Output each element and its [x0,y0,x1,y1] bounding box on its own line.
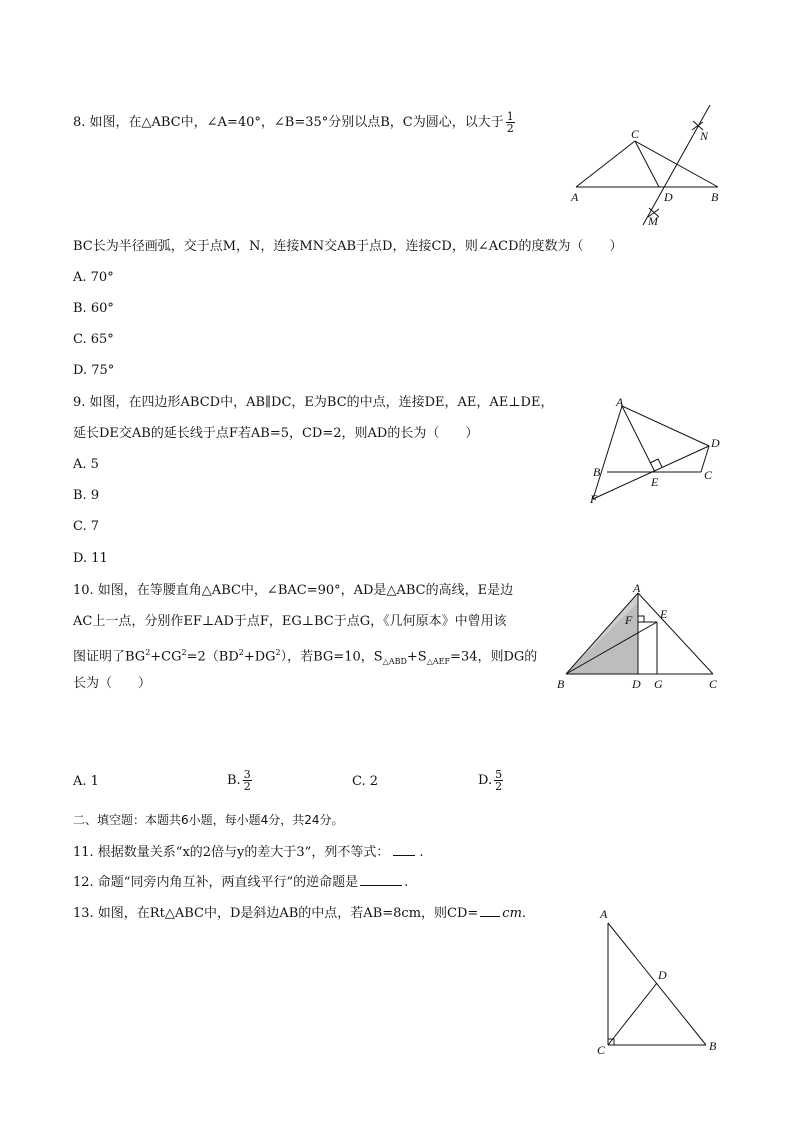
q8-line1 [73,111,517,134]
q11-answer-blank[interactable] [393,843,415,856]
q10-line3-part-d: +DG [243,649,276,665]
q10-option-c[interactable]: C. 2 [352,774,379,789]
q10-sub-aef: △AEF [426,656,451,666]
q10-option-d-den: 2 [495,780,503,793]
q10-sq-3: 2 [238,648,244,657]
q8-line1-text: 8. 如图，在△ABC中，∠A=40°，∠B=35°分别以点B，C为圆心，以大于 [73,115,504,130]
q10-sub-abd: △ABD [382,656,407,666]
q8-option-b[interactable]: B. 60° [73,301,114,316]
q8-label-b: B [711,190,719,204]
q11-text: 11. 根据数量关系“x的2倍与y的差大于3”，列不等式： [73,845,390,860]
q10-label-f: F [625,613,633,627]
q10-line3-part-b: +CG [150,649,182,665]
q9-label-c: C [704,468,713,482]
q10-option-b-num: 3 [243,768,251,781]
q9-line2: 延长DE交AB的延长线于点F若AB=5，CD=2，则AD的长为（ ） [73,426,479,441]
q10-option-b[interactable] [227,764,254,798]
q8-label-a: A [571,190,579,204]
q10-option-d-prefix: D. [478,773,493,788]
q10-figure [550,580,730,692]
q10-option-d[interactable] [478,764,505,798]
q9-label-a: A [616,395,624,409]
q10-label-g: G [654,677,663,691]
q8-label-d: D [664,190,673,204]
q8-option-d[interactable]: D. 75° [73,363,115,378]
q8-option-c[interactable]: C. 65° [73,332,114,347]
q8-fraction [506,111,515,134]
q13-figure [592,902,732,1062]
q10-line3-part-e: ），若BG=10，S [280,649,383,665]
q10-line3-part-c: =2（BD [186,649,239,665]
q10-line4: 长为（ ） [73,676,152,691]
q13-label-c: C [597,1043,606,1057]
q8-fraction-den: 2 [506,122,514,135]
q13-label-b: B [709,1039,717,1053]
q8-line2: BC长为半径画弧，交于点M，N，连接MN交AB于点D，连接CD，则∠ACD的度数为（ ） [73,239,623,254]
q13-unit: cm. [502,906,527,921]
q10-option-d-fraction [494,769,503,792]
q13-label-d: D [658,968,667,982]
q8-option-a[interactable]: A. 70° [73,270,114,285]
q9-option-b[interactable]: B. 9 [73,488,100,503]
q10-option-a[interactable]: A. 1 [73,774,99,789]
q10-sq-1: 2 [145,648,151,657]
q11-line [73,843,423,861]
q8-label-m: M [648,214,658,228]
q10-label-a: A [633,581,641,595]
q10-option-b-den: 2 [243,780,251,793]
q9-label-e: E [651,475,659,489]
q10-line3-part-a: 图证明了BG [73,649,146,665]
q13-label-a: A [600,907,608,921]
q10-line2: AC上一点，分别作EF⊥AD于点F，EG⊥BC于点G，《几何原本》中曾用该 [73,614,507,629]
q12-text: 12. 命题“同旁内角互补，两直线平行”的逆命题是 [73,875,359,890]
q13-line [73,904,526,922]
q13-text: 13. 如图，在Rt△ABC中，D是斜边AB的中点，若AB=8cm，则CD= [73,906,479,921]
section-heading-fill-blank: 二、填空题：本题共6小题，每小题4分，共24分。 [73,813,344,827]
q10-line3 [73,645,537,670]
q10-option-b-prefix: B. [227,773,241,788]
q8-label-c: C [631,127,640,141]
q10-label-e: E [660,607,668,621]
q10-line1: 10. 如图，在等腰直角△ABC中，∠BAC=90°，AD是△ABC的高线，E是边 [73,583,514,598]
q9-option-c[interactable]: C. 7 [73,519,100,534]
q12-answer-blank[interactable] [360,873,402,886]
q10-sq-4: 2 [275,648,281,657]
q10-label-c: C [709,677,718,691]
q9-label-f: F [590,492,598,506]
q11-end: . [419,845,424,860]
q10-option-b-fraction [243,769,252,792]
q10-label-d: D [632,677,641,691]
q10-sq-2: 2 [181,648,187,657]
q9-label-d: D [711,436,720,450]
q9-label-b: B [593,465,601,479]
q10-option-d-num: 5 [495,768,503,781]
q10-line3-part-f: +S [406,649,427,665]
q10-label-b: B [557,677,565,691]
q8-fraction-num: 1 [506,110,514,123]
q12-end: . [404,875,409,890]
q12-line [73,873,408,891]
q9-line1: 9. 如图，在四边形ABCD中，AB∥DC，E为BC的中点，连接DE，AE，AE⊥DE， [73,395,554,410]
q8-label-n: N [700,129,709,143]
q13-answer-blank[interactable] [480,904,500,917]
q10-line3-part-g: =34，则DG的 [450,649,538,665]
q9-figure [585,393,730,513]
q9-option-a[interactable]: A. 5 [73,457,99,472]
q8-figure [560,100,730,230]
q9-option-d[interactable]: D. 11 [73,551,108,566]
